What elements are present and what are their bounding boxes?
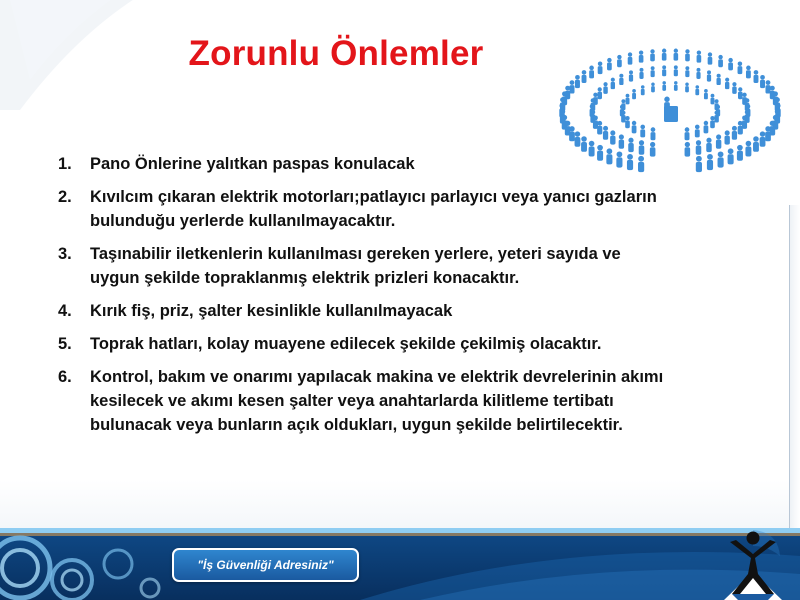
list-item xyxy=(58,365,670,437)
item-number: 1. xyxy=(58,155,72,173)
slogan-badge: "İş Güvenliği Adresiniz" xyxy=(172,548,359,582)
item-text: Pano Önlerine yalıtkan paspas konulacak xyxy=(90,155,415,173)
item-number: 6. xyxy=(58,368,72,386)
list-item xyxy=(58,152,670,176)
concentric-circles-icon xyxy=(0,528,800,600)
footer-band xyxy=(0,528,800,600)
list-item xyxy=(58,242,670,290)
item-text: Toprak hatları, kolay muayene edilecek şekilde çekilmiş olacaktır. xyxy=(90,335,602,353)
list-item xyxy=(58,299,670,323)
item-number: 3. xyxy=(58,245,72,263)
item-number: 4. xyxy=(58,302,72,320)
item-number: 5. xyxy=(58,335,72,353)
item-text: Kontrol, bakım ve onarımı yapılacak makina ve elektrik devrelerinin akımı kesilecek ve akımı kesen şalter veya anahtarlarda kilitleme tertibatı bulunacak veya bunların açık oldukları, uygun şekilde belirtilecektir. xyxy=(90,368,664,434)
precautions-list xyxy=(58,152,670,446)
person-star-logo-icon xyxy=(718,526,788,600)
item-text: Kıvılcım çıkaran elektrik motorları;patlayıcı parlayıcı veya yanıcı gazların bulunduğu yerlerde kullanılmayacaktır. xyxy=(90,188,657,230)
list-item xyxy=(58,332,670,356)
item-text: Kırık fiş, priz, şalter kesinlikle kullanılmayacak xyxy=(90,302,453,320)
list-item xyxy=(58,185,670,233)
item-text: Taşınabilir iletkenlerin kullanılması gereken yerlere, yeteri sayıda ve uygun şekilde topraklanmış elektrik prizleri konacaktır. xyxy=(90,245,621,287)
slide-title: Zorunlu Önlemler xyxy=(188,34,484,73)
right-frame-decoration xyxy=(789,205,800,535)
item-number: 2. xyxy=(58,188,72,206)
